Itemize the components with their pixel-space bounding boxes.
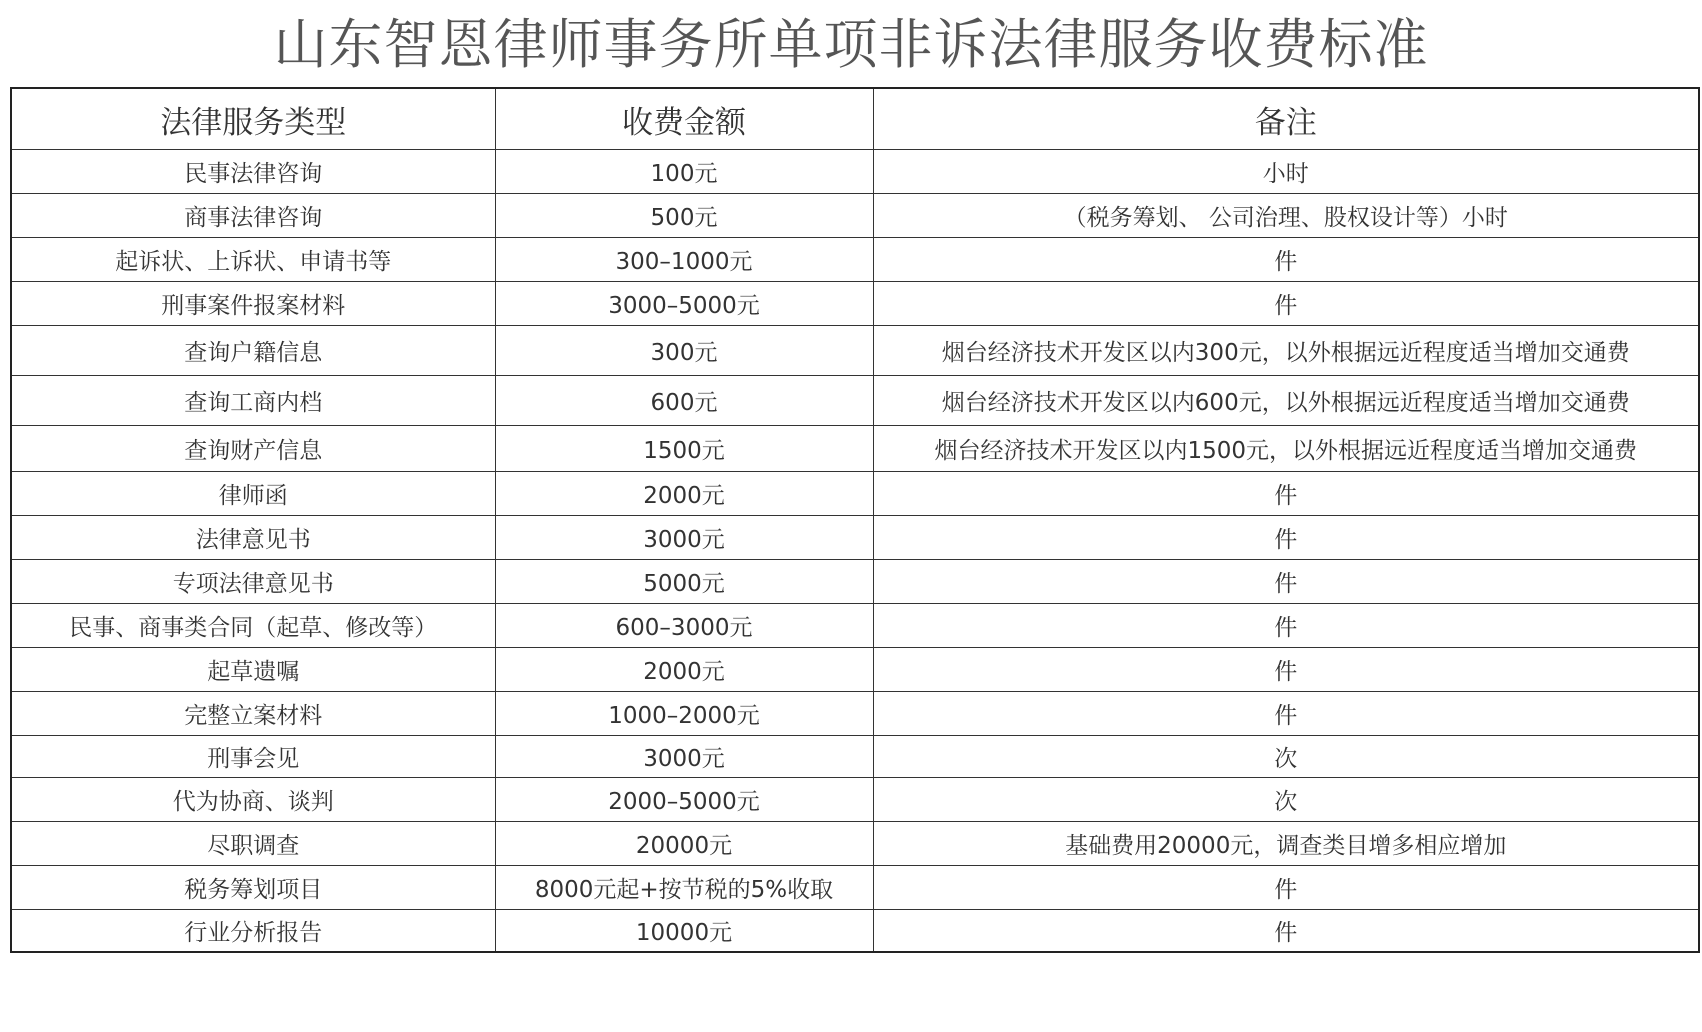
cell-note: 基础费用20000元，调查类目增多相应增加 (873, 822, 1699, 866)
cell-fee-amount: 300元 (495, 326, 873, 376)
header-row (11, 88, 1699, 150)
table-row (11, 910, 1699, 952)
cell-fee-amount: 10000元 (495, 910, 873, 952)
table-row (11, 604, 1699, 648)
table-row (11, 648, 1699, 692)
cell-note: 件 (873, 910, 1699, 952)
cell-note: 件 (873, 516, 1699, 560)
cell-fee-amount: 600–3000元 (495, 604, 873, 648)
cell-service-type: 代为协商、谈判 (11, 778, 495, 822)
cell-note: （税务筹划、 公司治理、股权设计等）小时 (873, 194, 1699, 238)
cell-note: 件 (873, 472, 1699, 516)
table-row (11, 692, 1699, 736)
cell-fee-amount: 500元 (495, 194, 873, 238)
cell-service-type: 民事法律咨询 (11, 150, 495, 194)
header-note: 备注 (873, 88, 1699, 150)
table-row (11, 282, 1699, 326)
cell-note: 次 (873, 778, 1699, 822)
table-row (11, 426, 1699, 472)
cell-service-type: 税务筹划项目 (11, 866, 495, 910)
cell-note: 件 (873, 238, 1699, 282)
table-body (11, 150, 1699, 952)
cell-service-type: 起诉状、上诉状、申请书等 (11, 238, 495, 282)
cell-service-type: 商事法律咨询 (11, 194, 495, 238)
cell-fee-amount: 1000–2000元 (495, 692, 873, 736)
cell-note: 件 (873, 866, 1699, 910)
cell-note: 烟台经济技术开发区以内1500元，以外根据远近程度适当增加交通费 (873, 426, 1699, 472)
table-row (11, 326, 1699, 376)
cell-fee-amount: 8000元起+按节税的5%收取 (495, 866, 873, 910)
cell-service-type: 民事、商事类合同（起草、修改等） (11, 604, 495, 648)
table-header (11, 88, 1699, 150)
cell-fee-amount: 3000–5000元 (495, 282, 873, 326)
table-row (11, 866, 1699, 910)
cell-fee-amount: 2000–5000元 (495, 778, 873, 822)
table-row (11, 736, 1699, 778)
header-service-type: 法律服务类型 (11, 88, 495, 150)
table-row (11, 150, 1699, 194)
cell-fee-amount: 300–1000元 (495, 238, 873, 282)
cell-service-type: 查询工商内档 (11, 376, 495, 426)
table-row (11, 516, 1699, 560)
cell-service-type: 起草遗嘱 (11, 648, 495, 692)
cell-fee-amount: 600元 (495, 376, 873, 426)
cell-note: 件 (873, 692, 1699, 736)
table-row (11, 472, 1699, 516)
cell-note: 件 (873, 604, 1699, 648)
cell-service-type: 行业分析报告 (11, 910, 495, 952)
cell-fee-amount: 3000元 (495, 516, 873, 560)
cell-fee-amount: 20000元 (495, 822, 873, 866)
table-row (11, 376, 1699, 426)
cell-note: 件 (873, 282, 1699, 326)
cell-note: 烟台经济技术开发区以内300元，以外根据远近程度适当增加交通费 (873, 326, 1699, 376)
cell-fee-amount: 2000元 (495, 472, 873, 516)
cell-note: 烟台经济技术开发区以内600元，以外根据远近程度适当增加交通费 (873, 376, 1699, 426)
cell-service-type: 刑事会见 (11, 736, 495, 778)
cell-fee-amount: 1500元 (495, 426, 873, 472)
cell-note: 次 (873, 736, 1699, 778)
table-row (11, 560, 1699, 604)
cell-service-type: 律师函 (11, 472, 495, 516)
cell-service-type: 法律意见书 (11, 516, 495, 560)
cell-service-type: 完整立案材料 (11, 692, 495, 736)
cell-service-type: 专项法律意见书 (11, 560, 495, 604)
fee-table (10, 87, 1700, 953)
cell-note: 件 (873, 560, 1699, 604)
table-row (11, 194, 1699, 238)
cell-note: 件 (873, 648, 1699, 692)
cell-service-type: 刑事案件报案材料 (11, 282, 495, 326)
table-row (11, 822, 1699, 866)
table-row (11, 778, 1699, 822)
cell-fee-amount: 3000元 (495, 736, 873, 778)
cell-service-type: 查询财产信息 (11, 426, 495, 472)
cell-fee-amount: 100元 (495, 150, 873, 194)
cell-fee-amount: 2000元 (495, 648, 873, 692)
header-fee-amount: 收费金额 (495, 88, 873, 150)
cell-note: 小时 (873, 150, 1699, 194)
page-title: 山东智恩律师事务所单项非诉法律服务收费标准 (273, 13, 1429, 76)
table-row (11, 238, 1699, 282)
cell-service-type: 查询户籍信息 (11, 326, 495, 376)
cell-fee-amount: 5000元 (495, 560, 873, 604)
cell-service-type: 尽职调查 (11, 822, 495, 866)
